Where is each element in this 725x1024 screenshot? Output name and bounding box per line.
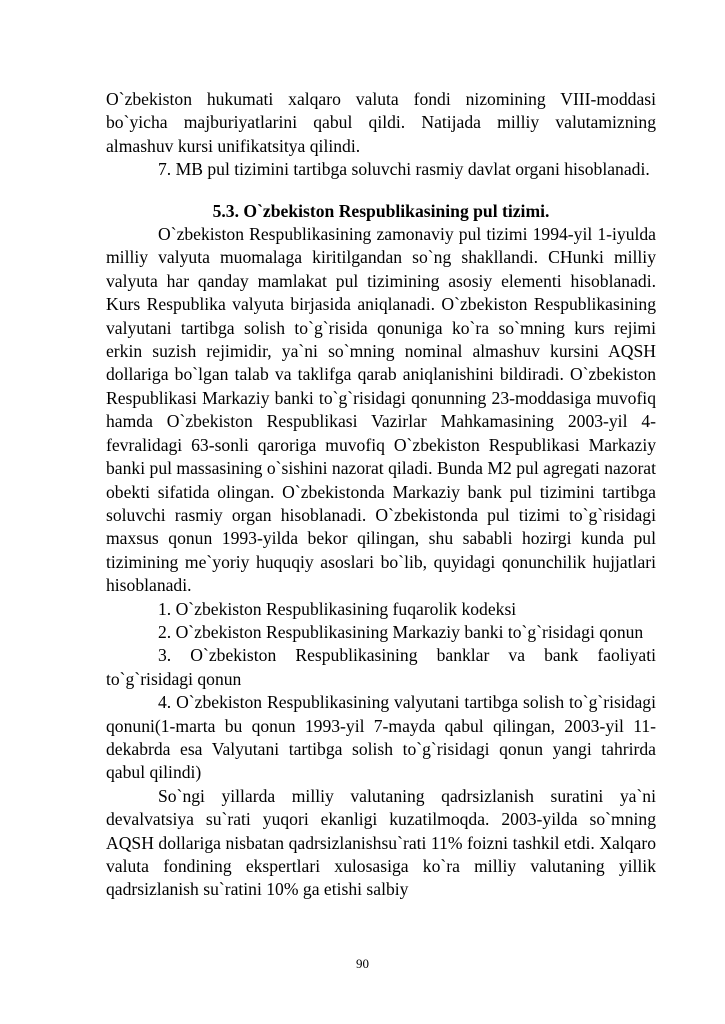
paragraph-imf-obligations: O`zbekiston hukumati xalqaro valuta fondi nizomining VIII-moddasi bo`yicha majburiyatlarini qabul qildi. Natijada milliy valutamizning almashuv kursi unifikatsitya qilindi. <box>106 89 656 156</box>
list-item: 2. O`zbekiston Respublikasining Markaziy banki to`g`risidagi qonun <box>158 621 644 642</box>
paragraph-monetary-system: O`zbekiston Respublikasining zamonaviy pul tizimi 1994-yil 1-iyulda milliy valyuta muomalaga kiritilgandan so`ng shakllandi. CHunki milliy valyuta har qanday mamlakat pul tizimining asosiy elementi hisoblanadi. Kurs Respublika valyuta birjasida aniqlanadi. O`zbekiston Respublikasining valyutani tartibga solish to`g`risida qonuniga ko`ra so`mning kurs rejimi erkin suzish rejimidir, ya`ni so`mning nominal almashuv kursini AQSH dollariga bo`lgan talab va taklifga qarab aniqlanishini bildiradi. O`zbekiston Respublikasi Markaziy banki to`g`risidagi qonunning 23-moddasiga muvofiq hamda O`zbekiston Respublikasi Vazirlar Mahkamasining 2003-yil 4-fevralidagi 63-sonli qaroriga muvofiq O`zbekiston Respublikasi Markaziy banki pul massasining o`sishini nazorat qiladi. Bunda M2 pul agregati nazorat obekti sifatida olingan. O`zbekistonda Markaziy bank pul tizimini tartibga soluvchi rasmiy organ hisoblanadi. O`zbekistonda pul tizimi to`g`risidagi maxsus qonun 1993-yilda bekor qilingan, shu sababli hozirgi kunda pul tizimining me`yoriy huquqiy asoslari bo`lib, quyidagi qonunchilik hujjatlari hisoblanadi. <box>106 224 656 596</box>
paragraph-devaluation: So`ngi yillarda milliy valutaning qadrsizlanish suratini ya`ni devalvatsiya su`rati yuqori ekanligi kuzatilmoqda. 2003-yilda so`mning AQSH dollariga nisbatan qadrsizlanishsu`rati 11% foizni tashkil etdi. Xalqaro valuta fondining ekspertlari xulosasiga ko`ra milliy valutaning yillik qadrsizlanish su`ratini 10% ga etishi salbiy <box>106 785 656 900</box>
list-item: 1. O`zbekiston Respublikasining fuqarolik kodeksi <box>158 598 517 619</box>
list-item: 3. O`zbekiston Respublikasining banklar va bank faoliyati to`g`risidagi qonun <box>106 645 656 689</box>
section-heading: 5.3. O`zbekiston Respublikasining pul tizimi. <box>212 200 550 221</box>
page-content <box>106 88 656 902</box>
paragraph-item-7: 7. MB pul tizimini tartibga soluvchi rasmiy davlat organi hisoblanadi. <box>158 159 650 180</box>
list-item: 4. O`zbekiston Respublikasining valyutani tartibga solish to`g`risidagi qonuni(1-marta bu qonun 1993-yil 7-mayda qabul qilingan, 2003-yil 11-dekabrda esa Valyutani tartibga solish to`g`risidagi qonun yangi tahrirda qabul qilindi) <box>106 692 656 783</box>
page-number: 90 <box>356 956 369 971</box>
